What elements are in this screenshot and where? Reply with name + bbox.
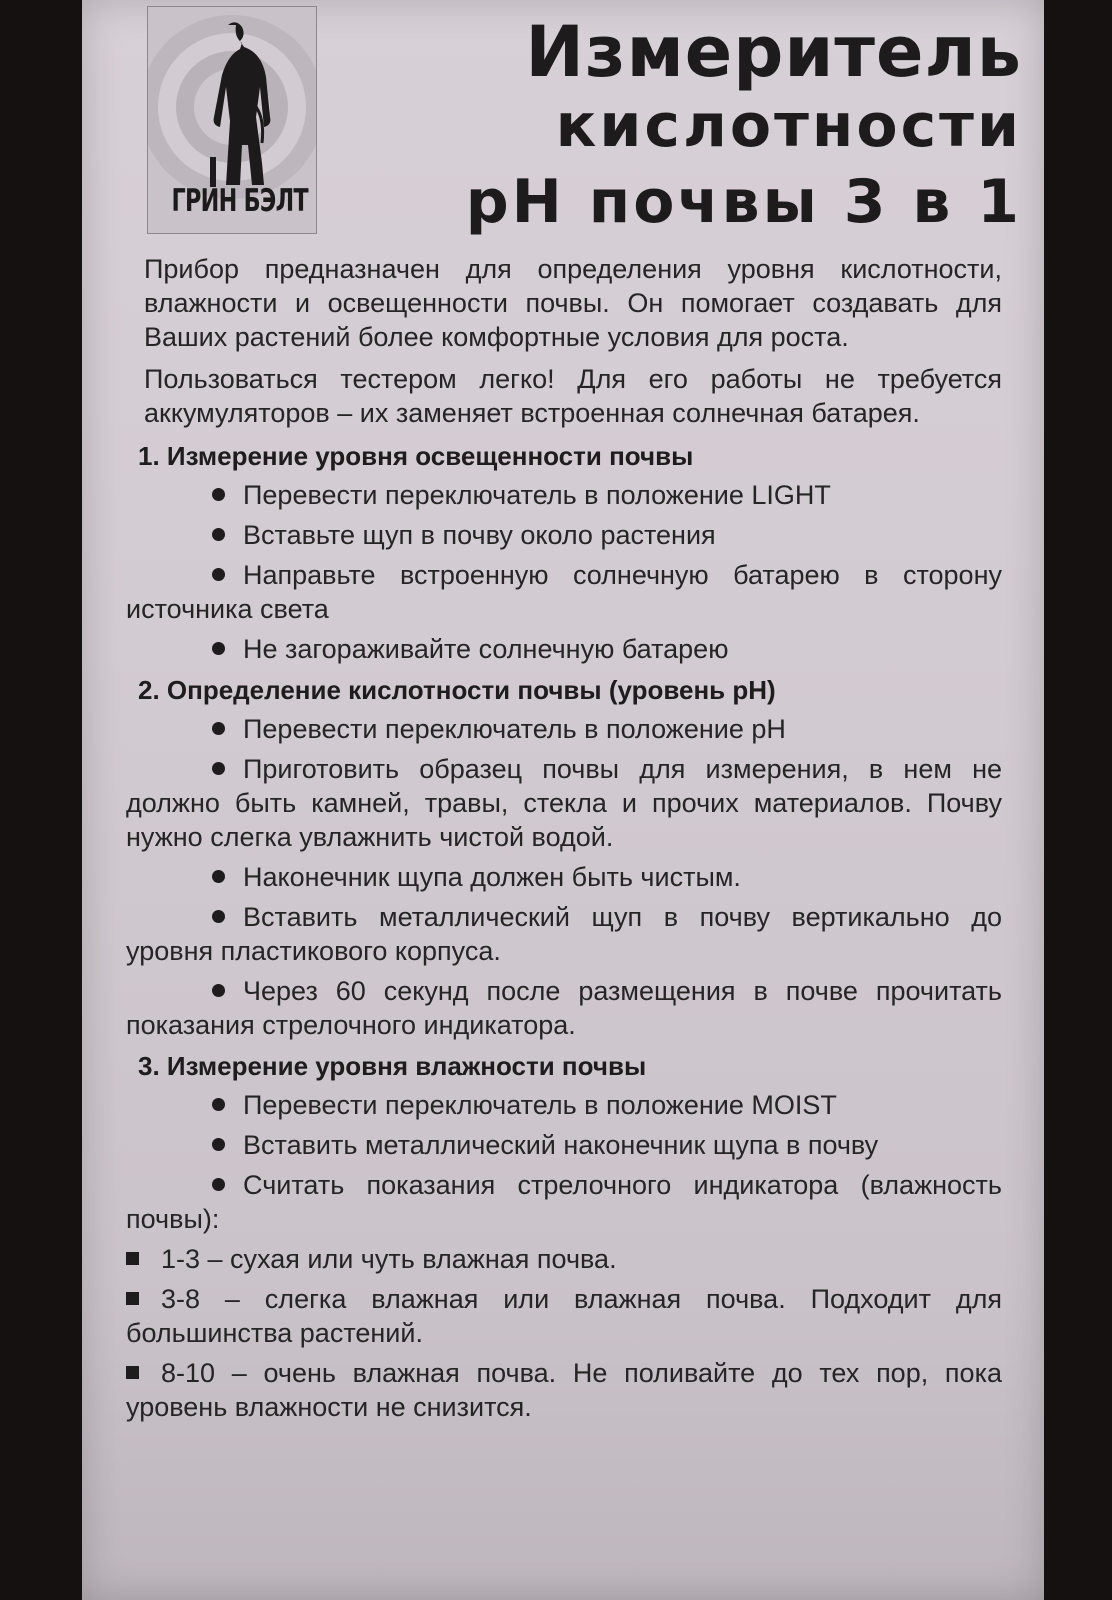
square-bullet-icon xyxy=(126,1292,139,1305)
bullet-dot-icon xyxy=(212,762,225,775)
section-heading-light: 1. Измерение уровня освещенности почвы xyxy=(138,441,694,471)
bullet-item: Через 60 секунд после размещения в почве прочитать показания стрелочного индикатора. xyxy=(126,976,1002,1040)
square-bullet-icon xyxy=(126,1252,139,1265)
intro-paragraph: Прибор предназначен для определения уровня кислотности, влажности и освещенности почвы. Он помогает создавать для Ваших растений более комфортные условия для роста. xyxy=(144,254,1002,352)
bullet-item: Наконечник щупа должен быть чистым. xyxy=(126,860,1002,894)
section-heading-ph: 2. Определение кислотности почвы (уровень pH) xyxy=(138,675,776,705)
bullet-dot-icon xyxy=(212,528,225,541)
bullet-item: Вставьте щуп в почву около растения xyxy=(126,518,1002,552)
bullet-dot-icon xyxy=(212,870,225,883)
square-bullet-icon xyxy=(126,1366,139,1379)
title-line-2: кислотности xyxy=(555,91,1022,161)
brand-logo-text: ГРИН БЭЛТ xyxy=(171,183,308,219)
bullet-dot-icon xyxy=(212,568,225,581)
bullet-item: Не загораживайте солнечную батарею xyxy=(126,632,1002,666)
bullet-item: Приготовить образец почвы для измерения, в нем не должно быть камней, травы, стекла и прочих материалов. Почву нужно слегка увлажнить чистой водой. xyxy=(126,754,1002,852)
section-heading-moisture: 3. Измерение уровня влажности почвы xyxy=(138,1051,647,1081)
bullet-dot-icon xyxy=(212,642,225,655)
bullet-dot-icon xyxy=(212,910,225,923)
title-line-1: Измеритель xyxy=(525,11,1022,93)
moisture-level-item: 8-10 – очень влажная почва. Не поливайте до тех пор, пока уровень влажности не снизится. xyxy=(126,1358,1002,1422)
moisture-level-item: 3-8 – слегка влажная или влажная почва. Подходит для большинства растений. xyxy=(126,1284,1002,1348)
bullet-dot-icon xyxy=(212,984,225,997)
moisture-level-item: 1-3 – сухая или чуть влажная почва. xyxy=(126,1242,1002,1276)
bullet-item: Считать показания стрелочного индикатора (влажность почвы): xyxy=(126,1170,1002,1234)
bullet-item: Направьте встроенную солнечную батарею в сторону источника света xyxy=(126,560,1002,624)
instruction-leaflet xyxy=(82,0,1044,1600)
bullet-item: Перевести переключатель в положение LIGHT xyxy=(126,478,1002,512)
brand-logo xyxy=(147,6,317,234)
bullet-item: Перевести переключатель в положение pH xyxy=(126,712,1002,746)
title-line-3: pH почвы 3 в 1 xyxy=(465,167,1022,237)
bullet-dot-icon xyxy=(212,1138,225,1151)
intro-paragraph: Пользоваться тестером легко! Для его работы не требуется аккумуляторов – их заменяет встроенная солнечная батарея. xyxy=(144,364,1002,428)
bullet-item: Вставить металлический щуп в почву вертикально до уровня пластикового корпуса. xyxy=(126,902,1002,966)
leaflet-body xyxy=(126,252,1002,1430)
bullet-dot-icon xyxy=(212,1178,225,1191)
page-title xyxy=(332,12,1022,242)
bullet-dot-icon xyxy=(212,488,225,501)
bullet-dot-icon xyxy=(212,1098,225,1111)
bullet-dot-icon xyxy=(212,722,225,735)
bullet-item: Вставить металлический наконечник щупа в почву xyxy=(126,1128,1002,1162)
bullet-item: Перевести переключатель в положение MOIST xyxy=(126,1088,1002,1122)
